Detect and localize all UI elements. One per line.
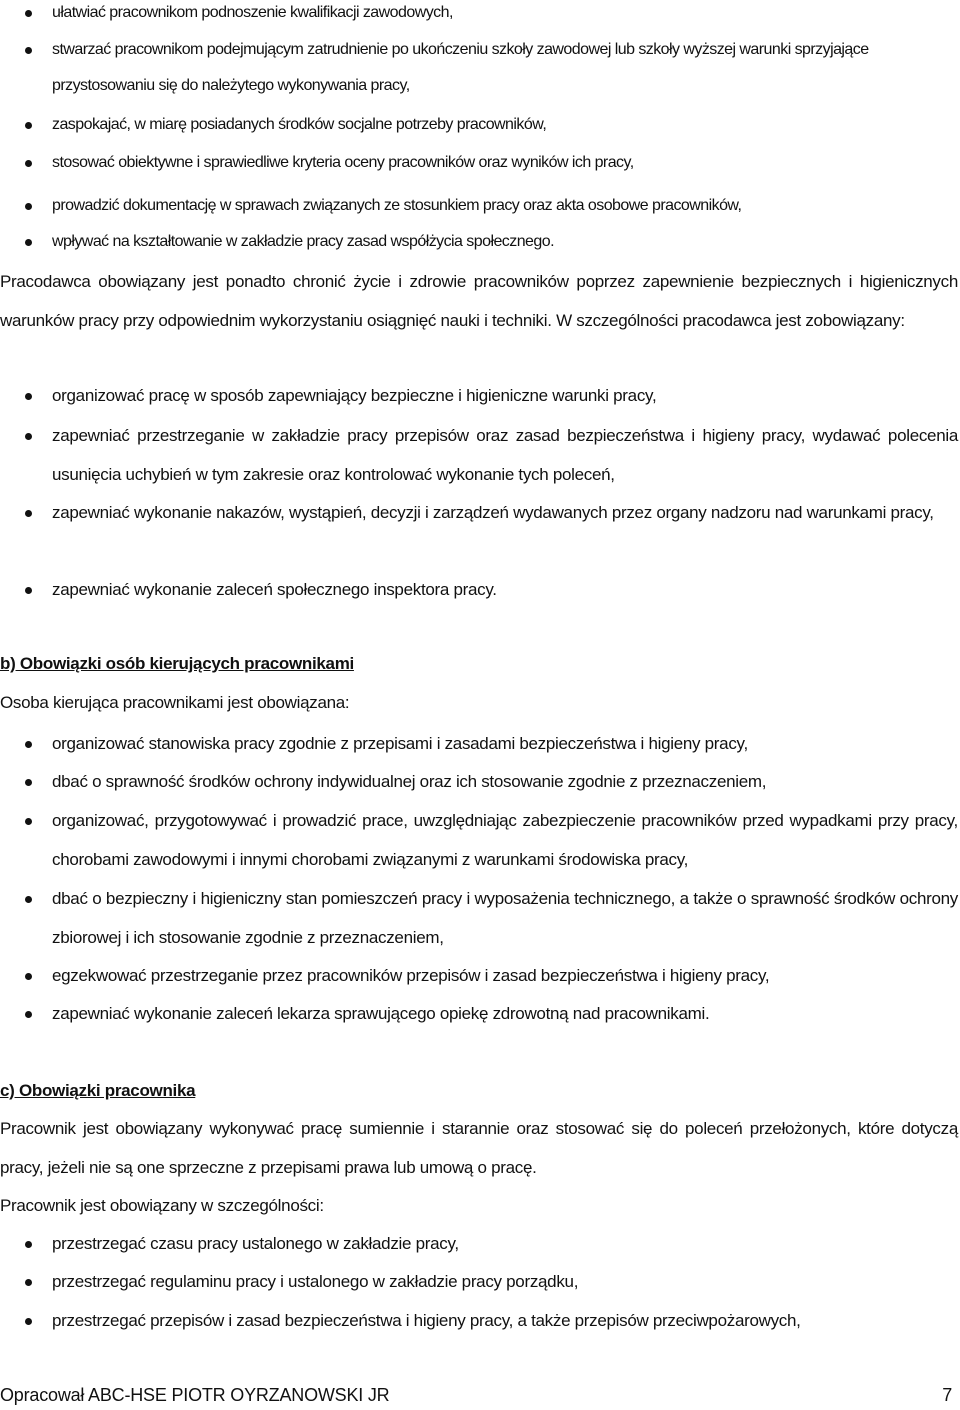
list-item: stosować obiektywne i sprawiedliwe kryteria oceny pracowników oraz wyników ich pracy, <box>52 145 958 181</box>
list-item: zapewniać przestrzeganie w zakładzie pracy przepisów oraz zasad bezpieczeństwa i higieny pracy, wydawać polecenia usunięcia uchybień w tym zakresie oraz kontrolować wykonanie tych poleceń, <box>52 417 958 494</box>
paragraph-employer-obligations: Pracodawca obowiązany jest ponadto chronić życie i zdrowie pracowników poprzez zapewnienie bezpiecznych i higienicznych warunków pracy przy odpowiednim wykorzystaniu osiągnięć nauki i techniki. W szczególności pracodawca jest zobowiązany: <box>0 272 958 330</box>
section-b-intro: Osoba kierująca pracownikami jest obowiązana: <box>0 693 350 712</box>
list-item: przestrzegać regulaminu pracy i ustalonego w zakładzie pracy porządku, <box>52 1263 958 1302</box>
list-item: zapewniać wykonanie zaleceń społecznego inspektora pracy. <box>52 571 958 610</box>
section-heading-c: c) Obowiązki pracownika <box>0 1081 196 1100</box>
list-item: zaspokajać, w miarę posiadanych środków socjalne potrzeby pracowników, <box>52 107 958 143</box>
page-number: 7 <box>942 1385 952 1405</box>
list-item: organizować pracę w sposób zapewniający bezpieczne i higieniczne warunki pracy, <box>52 377 958 416</box>
list-item: dbać o bezpieczny i higieniczny stan pomieszczeń pracy i wyposażenia technicznego, a także o sprawność środków ochrony zbiorowej i ich stosowanie zgodnie z przeznaczeniem, <box>52 880 958 957</box>
list-item: stwarzać pracownikom podejmującym zatrudnienie po ukończeniu szkoły zawodowej lub szkoły wyższej warunki sprzyjające przystosowaniu się do należytego wykonywania pracy, <box>52 32 958 104</box>
footer-author: Opracował ABC-HSE PIOTR OYRZANOWSKI JR <box>0 1385 390 1405</box>
list-item: zapewniać wykonanie zaleceń lekarza sprawującego opiekę zdrowotną nad pracownikami. <box>52 995 958 1034</box>
section-c-paragraph: Pracownik jest obowiązany wykonywać pracę sumiennie i starannie oraz stosować się do poleceń przełożonych, które dotyczą pracy, jeżeli nie są one sprzeczne z przepisami prawa lub umową o pracę. <box>0 1119 958 1177</box>
list-item: ułatwiać pracownikom podnoszenie kwalifikacji zawodowych, <box>52 0 958 31</box>
list-item: przestrzegać czasu pracy ustalonego w zakładzie pracy, <box>52 1225 958 1264</box>
page-footer <box>0 1380 952 1410</box>
list-item: wpływać na kształtowanie w zakładzie pracy zasad współżycia społecznego. <box>52 224 958 260</box>
list-item: prowadzić dokumentację w sprawach związanych ze stosunkiem pracy oraz akta osobowe pracowników, <box>52 188 958 224</box>
list-item: egzekwować przestrzeganie przez pracowników przepisów i zasad bezpieczeństwa i higieny pracy, <box>52 957 958 996</box>
list-item: dbać o sprawność środków ochrony indywidualnej oraz ich stosowanie zgodnie z przeznaczeniem, <box>52 763 958 802</box>
list-item: organizować, przygotowywać i prowadzić prace, uwzględniając zabezpieczenie pracowników przed wypadkami przy pracy, chorobami zawodowymi i innymi chorobami związanymi z warunkami środowiska pracy, <box>52 802 958 879</box>
section-heading-b: b) Obowiązki osób kierujących pracownikami <box>0 654 354 673</box>
list-item: przestrzegać przepisów i zasad bezpieczeństwa i higieny pracy, a także przepisów przeciwpożarowych, <box>52 1302 958 1341</box>
section-c-intro: Pracownik jest obowiązany w szczególności: <box>0 1196 324 1215</box>
list-item: zapewniać wykonanie nakazów, wystąpień, decyzji i zarządzeń wydawanych przez organy nadzoru nad warunkami pracy, <box>52 494 958 533</box>
list-item: organizować stanowiska pracy zgodnie z przepisami i zasadami bezpieczeństwa i higieny pracy, <box>52 725 958 764</box>
